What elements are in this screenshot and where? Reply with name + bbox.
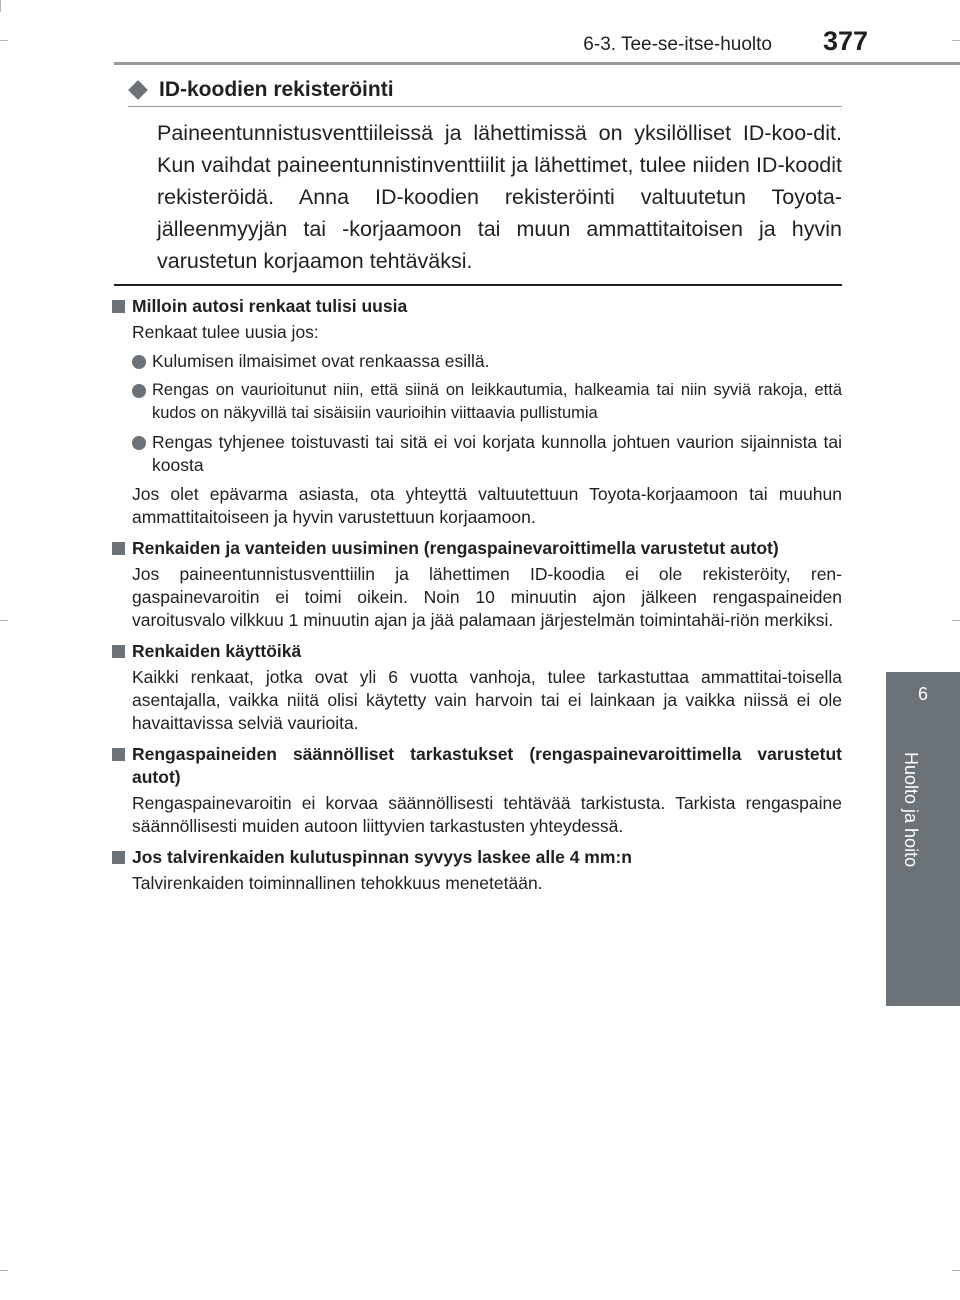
square-bullet-icon: [112, 300, 125, 313]
round-bullet-icon: [132, 384, 146, 398]
note-heading: [112, 537, 842, 560]
crop-mark: [952, 620, 960, 621]
id-section-heading: [128, 76, 394, 104]
square-bullet-icon: [112, 542, 125, 555]
square-bullet-icon: [112, 645, 125, 658]
id-section-title: ID-koodien rekisteröinti: [159, 78, 394, 101]
chapter-number: 6: [917, 684, 928, 704]
note-heading: [112, 295, 842, 318]
note-pressure-checks: [112, 743, 842, 838]
list-item: [132, 350, 842, 373]
diamond-icon: [128, 80, 148, 100]
list-item-text: Rengas on vaurioitunut niin, että siinä on leikkautumia, halkeamia tai niin syviä rakoja, että kudos on näkyvillä tai sisäisiin vaurioihin viittaavia pullistumia: [152, 381, 842, 422]
note-text: Rengaspainevaroitin ei korvaa säännöllisesti tehtävää tarkistusta. Tarkista rengaspaine säännöllisesti muiden autoon liittyvien tarkastusten yhteydessä.: [132, 793, 842, 836]
square-bullet-icon: [112, 748, 125, 761]
note-outro: Jos olet epävarma asiasta, ota yhteyttä valtuutettuun Toyota-korjaamoon tai muuhun ammattitaitoiseen ja hyvin varustettuun korjaamoon.: [132, 484, 842, 527]
round-bullet-icon: [132, 355, 146, 369]
list-item: [132, 379, 842, 425]
list-item-text: Rengas tyhjenee toistuvasti tai sitä ei voi korjata kunnolla johtuen vaurion sijainnista tai koosta: [152, 432, 842, 475]
notes-content: [112, 295, 842, 903]
note-heading-text: Rengaspaineiden säännölliset tarkastukset (rengaspainevaroittimella varustetut autot): [132, 744, 842, 787]
note-text: Talvirenkaiden toiminnallinen tehokkuus menetetään.: [132, 873, 543, 893]
list-item: [132, 431, 842, 477]
crop-mark: [0, 1270, 8, 1271]
note-heading: [112, 743, 842, 789]
chapter-label-text: Huolto ja hoito: [901, 752, 921, 868]
note-text: Jos paineentunnistusventtiilin ja lähettimen ID-koodia ei ole rekisteröity, ren-gaspainevaroitin ei toimi oikein. Noin 10 minuutin ajon jälkeen rengaspaineiden varoitusvalo vilkkuu 1 minuutin ajan ja jää palamaan järjestelmän toimintahäi-riön merkiksi.: [132, 564, 842, 630]
id-section-body: Paineentunnistusventtiileissä ja lähettimissä on yksilölliset ID-koo-dit. Kun vaihdat paineentunnistinventtiilit ja lähettimet, tulee niiden ID-koodit rekisteröidä. Anna ID-koodien rekisteröinti valtuutetun Toyota-jälleenmyyjän tai -korjaamoon tai muun ammattitaitoisen ja hyvin varustetun korjaamon tehtäväksi.: [157, 121, 842, 273]
note-wheel-replacement: [112, 537, 842, 632]
note-heading-text: Milloin autosi renkaat tulisi uusia: [132, 296, 408, 316]
note-winter-tires: [112, 846, 842, 895]
note-tire-age: [112, 640, 842, 735]
page-header: [0, 0, 960, 62]
header-divider: [114, 62, 960, 65]
note-heading-text: Renkaiden ja vanteiden uusiminen (rengaspainevaroittimella varustetut autot): [132, 538, 779, 558]
chapter-label: [892, 752, 954, 992]
note-heading: [112, 640, 842, 663]
round-bullet-icon: [132, 436, 146, 450]
note-intro: Renkaat tulee uusia jos:: [132, 322, 319, 342]
square-bullet-icon: [112, 851, 125, 864]
note-text: Kaikki renkaat, jotka ovat yli 6 vuotta vanhoja, tulee tarkastuttaa ammattitai-toisella asentajalla, vaikka niitä olisi käytetty vain harvoin tai ei lainkaan ja vaikka niissä ei ole havaittavissa selviä vaurioita.: [132, 667, 842, 733]
note-tire-replacement: [112, 295, 842, 529]
section-divider: [128, 106, 842, 107]
note-heading-text: Renkaiden käyttöikä: [132, 641, 302, 661]
section-title: 6-3. Tee-se-itse-huolto: [583, 34, 772, 55]
crop-mark: [0, 620, 8, 621]
content-divider: [114, 284, 842, 286]
crop-mark: [952, 1270, 960, 1271]
page-number: 377: [822, 26, 868, 56]
note-heading-text: Jos talvirenkaiden kulutuspinnan syvyys laskee alle 4 mm:n: [132, 847, 632, 867]
list-item-text: Kulumisen ilmaisimet ovat renkaassa esillä.: [152, 351, 490, 371]
note-heading: [112, 846, 842, 869]
